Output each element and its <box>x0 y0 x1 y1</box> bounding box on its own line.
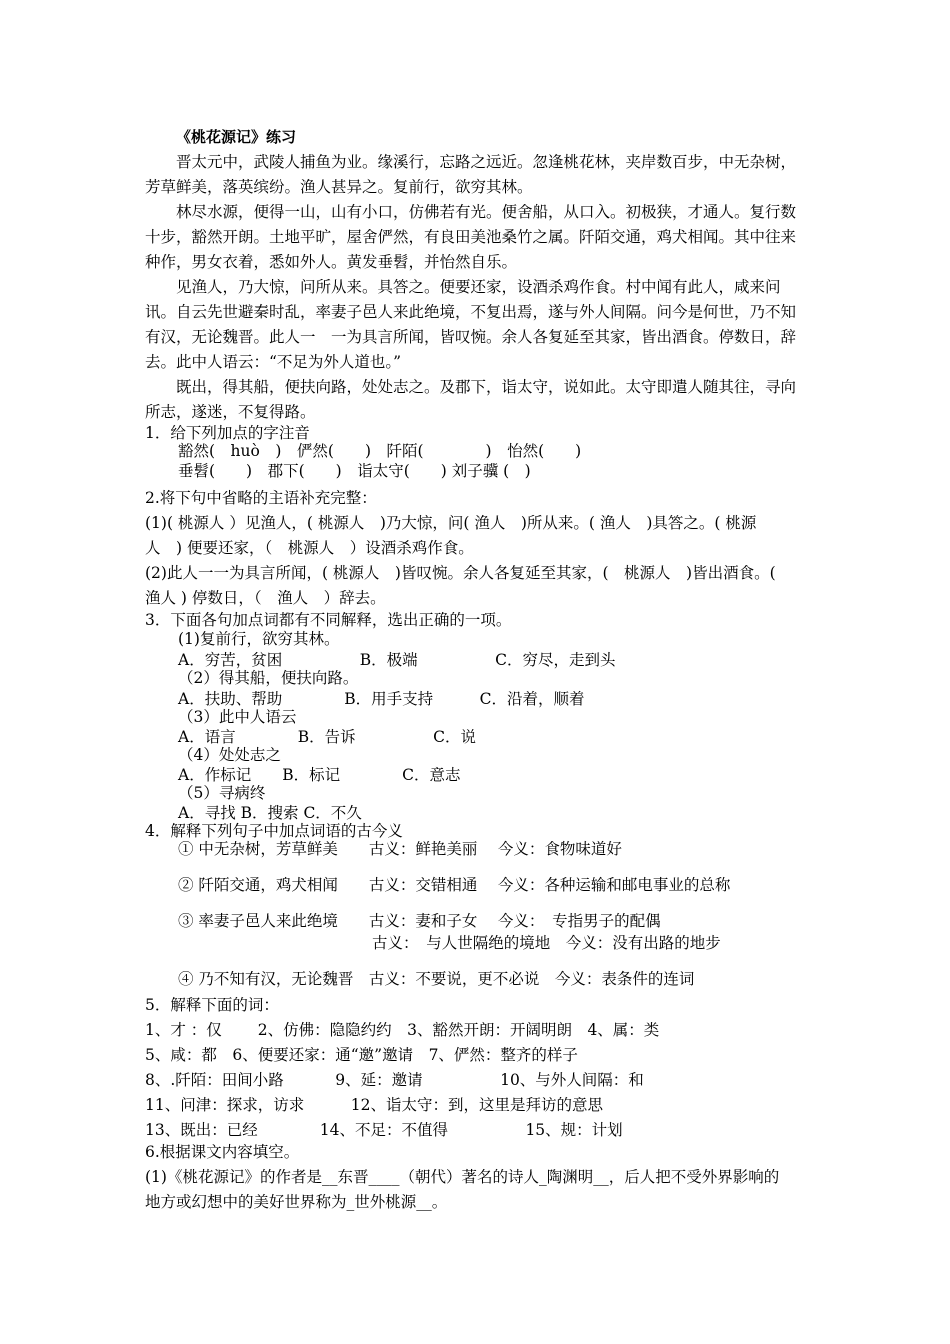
question-2-line: (2)此人一一为具言所闻，( 桃源人 )皆叹惋。余人各复延至其家，( 桃源人 )皆出酒食。( <box>145 564 776 582</box>
question-3-options: A．语言 B．告诉 C．说 <box>178 728 476 746</box>
question-5-line: 5、咸：都 6、便要还家：通“邀”邀请 7、俨然：整齐的样子 <box>145 1046 578 1064</box>
question-5-line: 1、才 ：仅 2、仿佛：隐隐约约 3、豁然开朗：开阔明朗 4、属：类 <box>145 1021 660 1039</box>
passage-line: 去。此中人语云：“不足为外人道也。” <box>145 353 402 371</box>
question-3-item: （3）此中人语云 <box>178 708 297 726</box>
question-2-heading: 2.将下句中省略的主语补充完整： <box>145 489 377 507</box>
question-3-heading: 3．下面各句加点词都有不同解释，选出正确的一项。 <box>145 611 512 629</box>
passage-line: 芳草鲜美，落英缤纷。渔人甚异之。复前行，欲穷其林。 <box>145 178 533 196</box>
question-3-options: A．扶助、帮助 B．用手支持 C．沿着，顺着 <box>178 690 585 708</box>
question-3-options: A．穷苦，贫困 B．极端 C．穷尽，走到头 <box>178 651 616 669</box>
passage-line: 所志，遂迷，不复得路。 <box>145 403 316 421</box>
question-4-item: ③ 率妻子邑人来此绝境 古义：妻和子女 今义： 专指男子的配偶 <box>178 912 661 930</box>
question-6-line: 地方或幻想中的美好世界称为_世外桃源__。 <box>145 1193 448 1211</box>
question-1-row: 豁然( huò ) 俨然( ) 阡陌( ) 怡然( ) <box>178 442 582 460</box>
question-5-line: 11、问津：探求，访求 12、诣太守：到，这里是拜访的意思 <box>145 1096 603 1114</box>
question-3-item: （5）寻病终 <box>178 784 266 802</box>
question-4-heading: 4．解释下列句子中加点词语的古今义 <box>145 822 403 840</box>
question-4-item: 古义： 与人世隔绝的境地 今义：没有出路的地步 <box>372 934 721 952</box>
passage-line: 既出，得其船，便扶向路，处处志之。及郡下，诣太守，说如此。太守即遣人随其往，寻向 <box>176 378 797 396</box>
question-3-item: (1)复前行，欲穷其林。 <box>178 630 340 648</box>
passage-line: 有汉，无论魏晋。此人一 一为具言所闻，皆叹惋。余人各复延至其家，皆出酒食。停数日，辞 <box>145 328 797 346</box>
question-6-line: (1)《桃花源记》的作者是__东晋____（朝代）著名的诗人_陶渊明__，后人把不受外界影响的 <box>145 1168 780 1186</box>
question-3-options: A．寻找 B．搜索 C．不久 <box>178 804 362 822</box>
question-1-row: 垂髫( ) 郡下( ) 诣太守( ) 刘子骥 ( ) <box>178 462 531 480</box>
passage-line: 林尽水源，便得一山，山有小口，仿佛若有光。便舍船，从口入。初极狭，才通人。复行数 <box>176 203 797 221</box>
question-2-line: (1)( 桃源人 ）见渔人，( 桃源人 )乃大惊，问( 渔人 )所从来。( 渔人 )具答之。( 桃源 <box>145 514 757 532</box>
question-5-line: 8、.阡陌：田间小路 9、延：邀请 10、与外人间隔：和 <box>145 1071 644 1089</box>
question-2-line: 渔人 ) 停数日，（ 渔人 ）辞去。 <box>145 589 386 607</box>
passage-line: 讯。自云先世避秦时乱，率妻子邑人来此绝境，不复出焉，遂与外人间隔。问今是何世，乃不知 <box>145 303 797 321</box>
page-title: 《桃花源记》练习 <box>176 128 297 146</box>
question-3-options: A．作标记 B．标记 C．意志 <box>178 766 461 784</box>
question-1-heading: 1．给下列加点的字注音 <box>145 424 310 442</box>
passage-line: 见渔人，乃大惊，问所从来。具答之。便要还家，设酒杀鸡作食。村中闻有此人，咸来问 <box>176 278 781 296</box>
question-5-line: 13、既出：已经 14、不足：不值得 15、规：计划 <box>145 1121 623 1139</box>
question-4-item: ④ 乃不知有汉，无论魏晋 古义：不要说，更不必说 今义：表条件的连词 <box>178 970 695 988</box>
passage-line: 十步，豁然开朗。土地平旷，屋舍俨然，有良田美池桑竹之属。阡陌交通，鸡犬相闻。其中往来 <box>145 228 797 246</box>
question-2-line: 人 ) 便要还家，（ 桃源人 ）设酒杀鸡作食。 <box>145 539 474 557</box>
question-3-item: （4）处处志之 <box>178 746 281 764</box>
passage-line: 种作，男女衣着，悉如外人。黄发垂髫，并怡然自乐。 <box>145 253 518 271</box>
question-4-item: ① 中无杂树，芳草鲜美 古义：鲜艳美丽 今义：食物味道好 <box>178 840 622 858</box>
question-4-item: ② 阡陌交通，鸡犬相闻 古义：交错相通 今义：各种运输和邮电事业的总称 <box>178 876 731 894</box>
question-3-item: （2）得其船，便扶向路。 <box>178 669 359 687</box>
question-6-heading: 6.根据课文内容填空。 <box>145 1143 300 1161</box>
passage-line: 晋太元中，武陵人捕鱼为业。缘溪行，忘路之远近。忽逢桃花林，夹岸数百步，中无杂树， <box>176 153 797 171</box>
question-5-heading: 5．解释下面的词： <box>145 996 279 1014</box>
